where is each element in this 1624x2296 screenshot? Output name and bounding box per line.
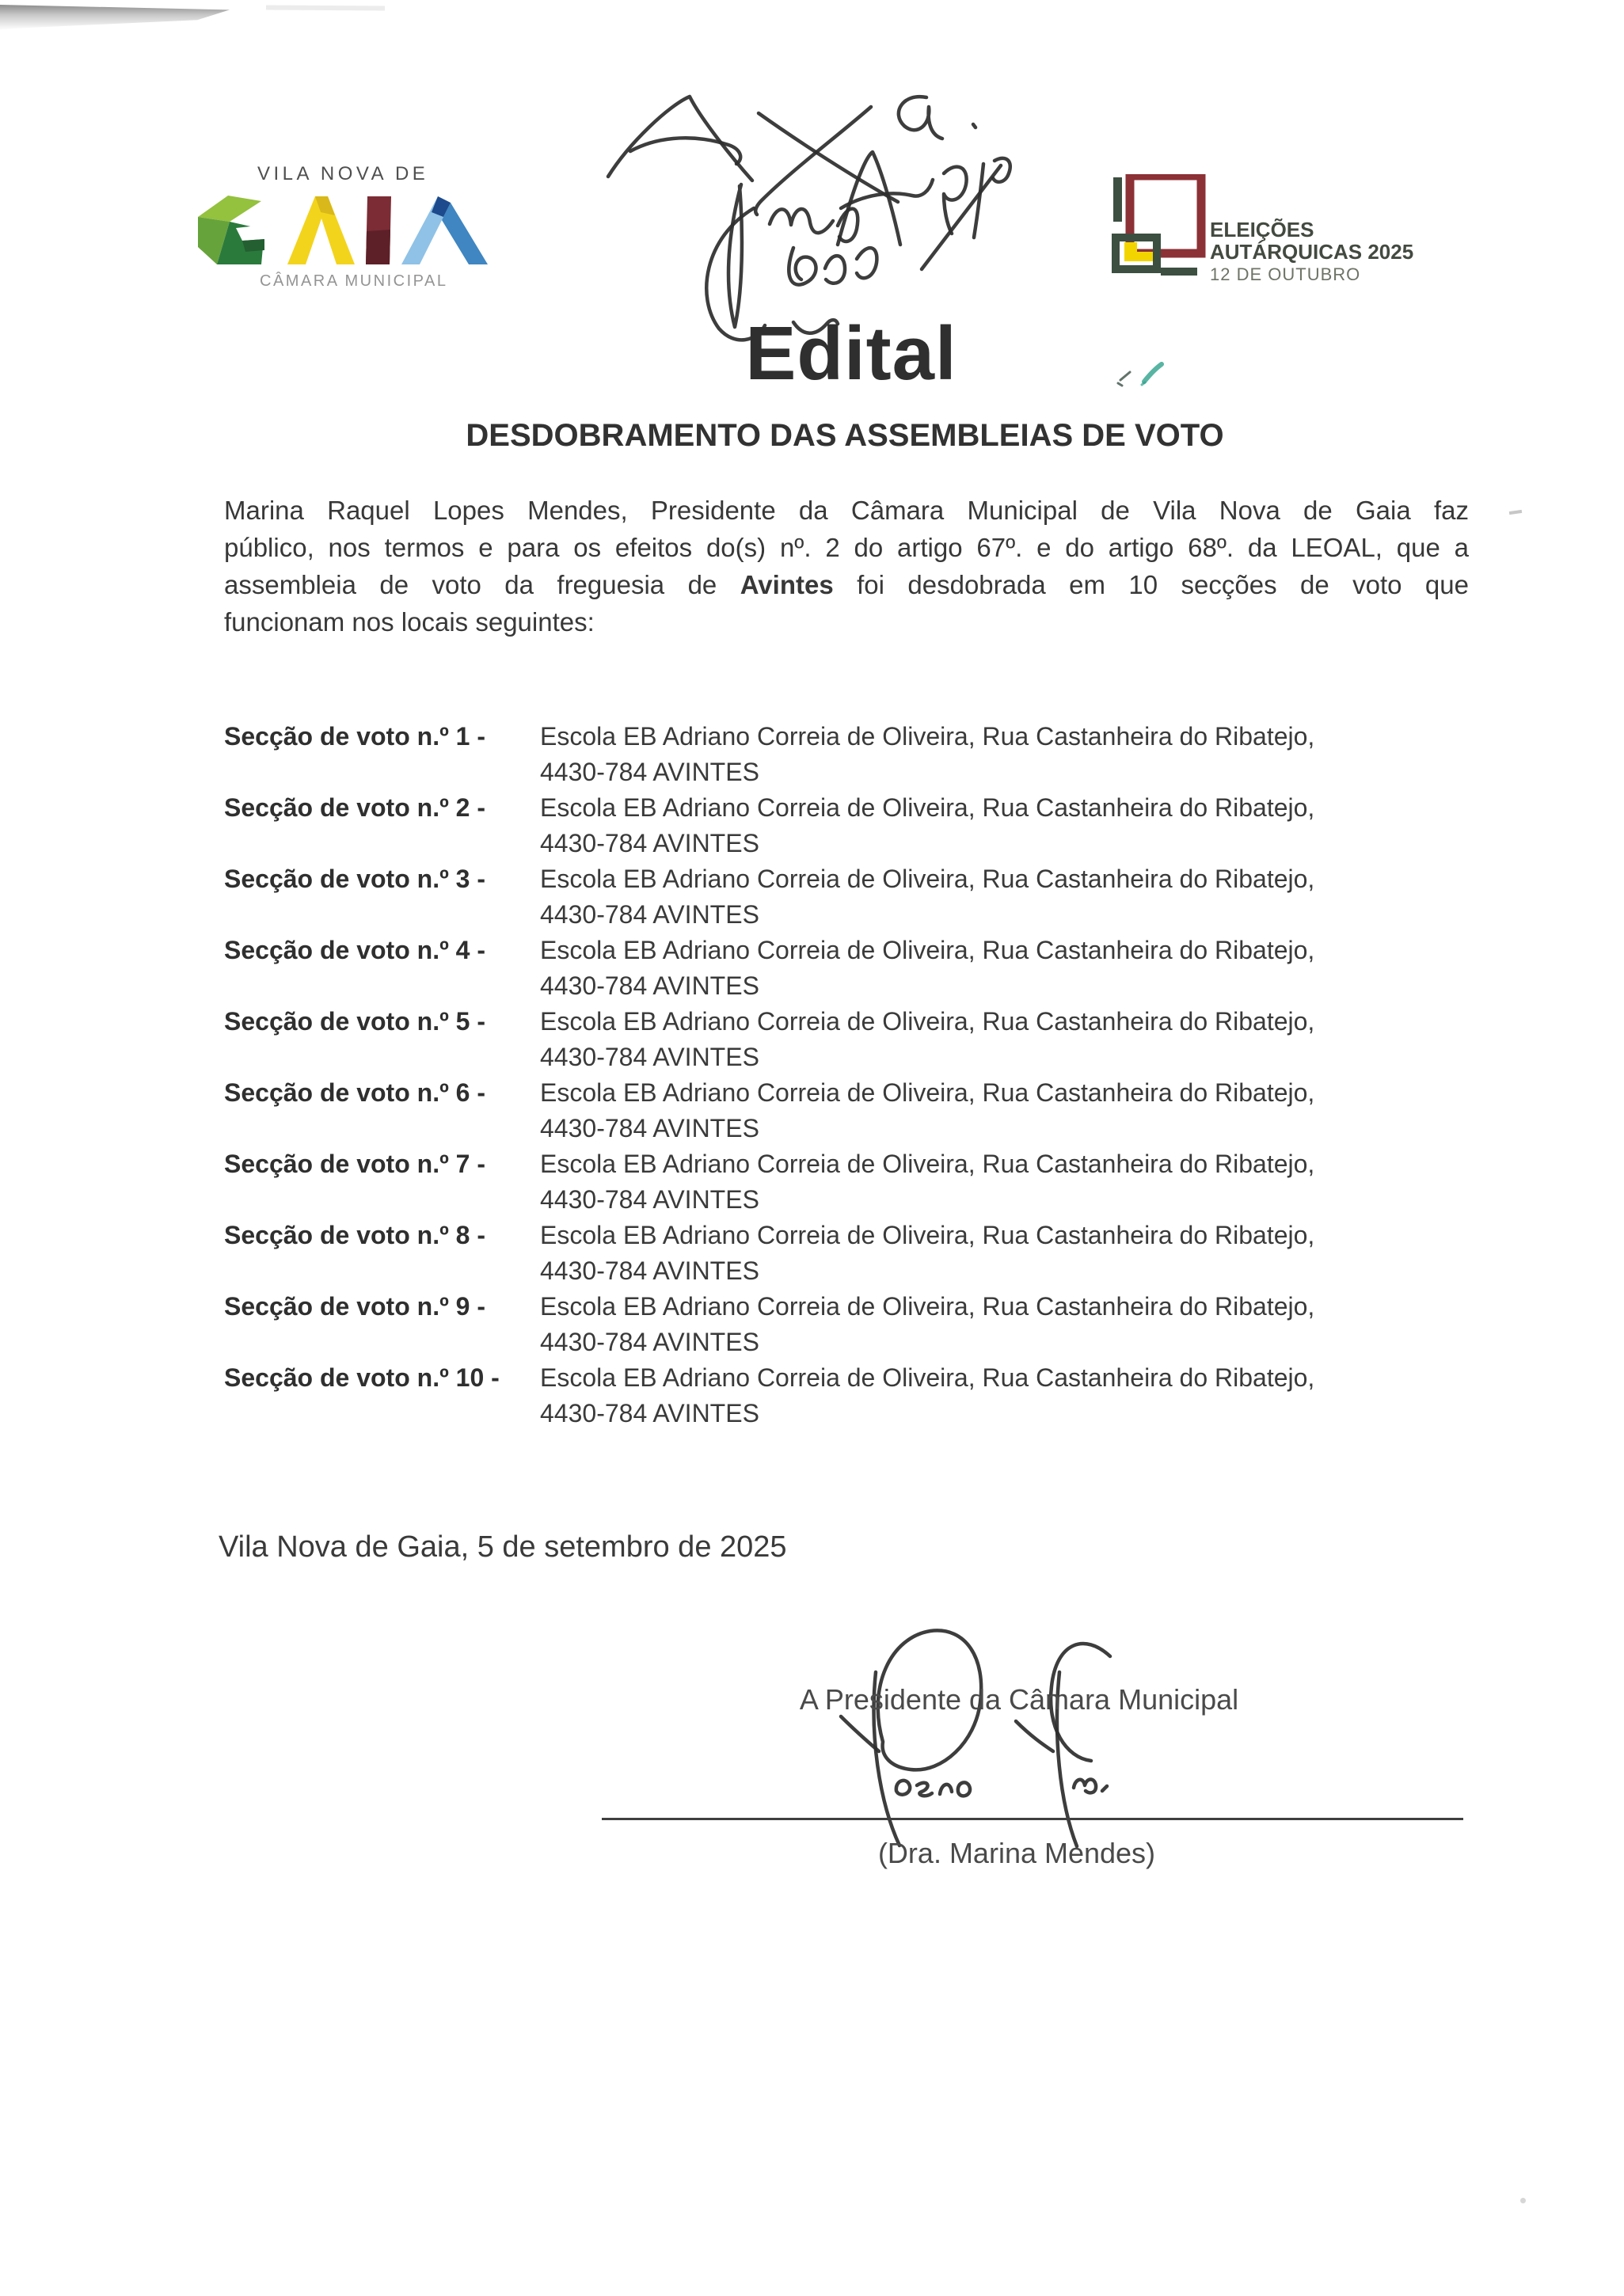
logo-text-bottom: CÂMARA MUNICIPAL: [260, 272, 448, 290]
section-address-line2: 4430-784 AVINTES: [540, 900, 759, 929]
section-address-line1: Escola EB Adriano Correia de Oliveira, Rua Castanheira do Ribatejo,: [540, 1292, 1315, 1321]
section-address: [540, 1218, 1314, 1289]
body-line-text: público, nos termos e para os efeitos do(s) nº. 2 do artigo 67º. e do artigo 68º. da LEOAL, que a: [224, 533, 1469, 562]
body-paragraph: [224, 492, 1469, 641]
section-address-line2: 4430-784 AVINTES: [540, 758, 759, 786]
signature-name: (Dra. Marina Mendes): [877, 1837, 1156, 1869]
section-address-line2: 4430-784 AVINTES: [540, 1328, 759, 1356]
section-address-line1: Escola EB Adriano Correia de Oliveira, Rua Castanheira do Ribatejo,: [540, 793, 1315, 822]
scan-artifact-tick: [1509, 510, 1522, 515]
body-line: [224, 603, 1469, 641]
section-label: Secção de voto n.º 4 -: [224, 936, 485, 964]
body-line-text: foi desdobrada em 10 secções de voto que: [833, 570, 1469, 599]
section-address-line1: Escola EB Adriano Correia de Oliveira, Rua Castanheira do Ribatejo,: [540, 865, 1315, 893]
body-line-text: assembleia de voto da freguesia de: [224, 570, 740, 599]
elections-line1: ELEIÇÕES: [1210, 218, 1314, 241]
gaia-g-facet: [242, 239, 264, 252]
section-address-line2: 4430-784 AVINTES: [540, 1256, 759, 1285]
section-row: [224, 1004, 1531, 1075]
section-row: [224, 933, 1531, 1004]
signature-line: [602, 1818, 1463, 1820]
elections-line3: 12 DE OUTUBRO: [1210, 264, 1361, 284]
scan-artifact-line: [266, 5, 385, 10]
section-row: [224, 719, 1531, 790]
section-label: Secção de voto n.º 9 -: [224, 1292, 485, 1321]
section-address-line2: 4430-784 AVINTES: [540, 1185, 759, 1214]
elections-bar-bottom: [1161, 268, 1197, 276]
page-subtitle: DESDOBRAMENTO DAS ASSEMBLEIAS DE VOTO: [466, 418, 1224, 453]
section-address-line1: Escola EB Adriano Correia de Oliveira, Rua Castanheira do Ribatejo,: [540, 1007, 1315, 1036]
section-address: [540, 1289, 1314, 1360]
body-line-text: funcionam nos locais seguintes:: [224, 607, 595, 637]
section-address-line1: Escola EB Adriano Correia de Oliveira, Rua Castanheira do Ribatejo,: [540, 1150, 1315, 1178]
place-date-line: Vila Nova de Gaia, 5 de setembro de 2025: [219, 1530, 787, 1564]
section-label: Secção de voto n.º 7 -: [224, 1150, 485, 1178]
section-row: [224, 1146, 1531, 1218]
section-label: Secção de voto n.º 10 -: [224, 1363, 500, 1392]
body-line-text: Marina Raquel Lopes Mendes, Presidente da Câmara Municipal de Vila Nova de Gaia faz: [224, 496, 1469, 525]
section-row: [224, 790, 1531, 861]
section-address-line2: 4430-784 AVINTES: [540, 829, 759, 857]
section-address: [540, 1075, 1314, 1146]
section-label: Secção de voto n.º 5 -: [224, 1007, 485, 1036]
scan-artifact-speck: [1520, 2198, 1526, 2203]
elections-bar-left: [1113, 177, 1122, 222]
section-row: [224, 1075, 1531, 1146]
section-label: Secção de voto n.º 6 -: [224, 1078, 485, 1107]
section-address: [540, 933, 1314, 1004]
body-line: [224, 566, 1469, 603]
section-address-line2: 4430-784 AVINTES: [540, 1399, 759, 1427]
section-address-line2: 4430-784 AVINTES: [540, 1043, 759, 1071]
body-line: [224, 492, 1469, 529]
section-label: Secção de voto n.º 2 -: [224, 793, 485, 822]
section-address: [540, 861, 1314, 933]
voting-sections-list: [224, 719, 1531, 1431]
elections-yellow-mark: [1124, 242, 1153, 261]
section-address-line2: 4430-784 AVINTES: [540, 1114, 759, 1142]
section-address-line1: Escola EB Adriano Correia de Oliveira, Rua Castanheira do Ribatejo,: [540, 1078, 1315, 1107]
section-address-line2: 4430-784 AVINTES: [540, 971, 759, 1000]
section-label: Secção de voto n.º 8 -: [224, 1221, 485, 1249]
section-address: [540, 1360, 1314, 1431]
page-title: Edital: [745, 311, 957, 396]
section-label: Secção de voto n.º 1 -: [224, 722, 485, 751]
section-address-line1: Escola EB Adriano Correia de Oliveira, Rua Castanheira do Ribatejo,: [540, 936, 1315, 964]
section-address: [540, 790, 1314, 861]
body-bold-freguesia: Avintes: [740, 570, 834, 599]
section-address: [540, 1004, 1314, 1075]
section-row: [224, 1360, 1531, 1431]
section-address: [540, 719, 1314, 790]
section-address: [540, 1146, 1314, 1218]
section-address-line1: Escola EB Adriano Correia de Oliveira, Rua Castanheira do Ribatejo,: [540, 1221, 1315, 1249]
signature-role: A Presidente da Câmara Municipal: [799, 1683, 1239, 1716]
elections-line2: AUTÁRQUICAS 2025: [1210, 240, 1414, 264]
elections-red-square: [1130, 176, 1201, 253]
section-row: [224, 861, 1531, 933]
section-address-line1: Escola EB Adriano Correia de Oliveira, Rua Castanheira do Ribatejo,: [540, 1363, 1315, 1392]
section-label: Secção de voto n.º 3 -: [224, 865, 485, 893]
body-line: [224, 529, 1469, 566]
logo-text-top: VILA NOVA DE: [257, 163, 429, 184]
gaia-i-facet: [366, 230, 390, 264]
elections-logo-icon: [1109, 174, 1211, 281]
gaia-logo-icon: [196, 193, 488, 266]
handwritten-note: [586, 75, 1045, 348]
section-row: [224, 1218, 1531, 1289]
section-row: [224, 1289, 1531, 1360]
gaia-g-facet: [198, 196, 261, 222]
scan-artifact-wedge: [0, 5, 230, 30]
gaia-a2-facet: [442, 203, 488, 264]
section-address-line1: Escola EB Adriano Correia de Oliveira, Rua Castanheira do Ribatejo,: [540, 722, 1315, 751]
pen-check-marks-icon: [1107, 355, 1186, 394]
